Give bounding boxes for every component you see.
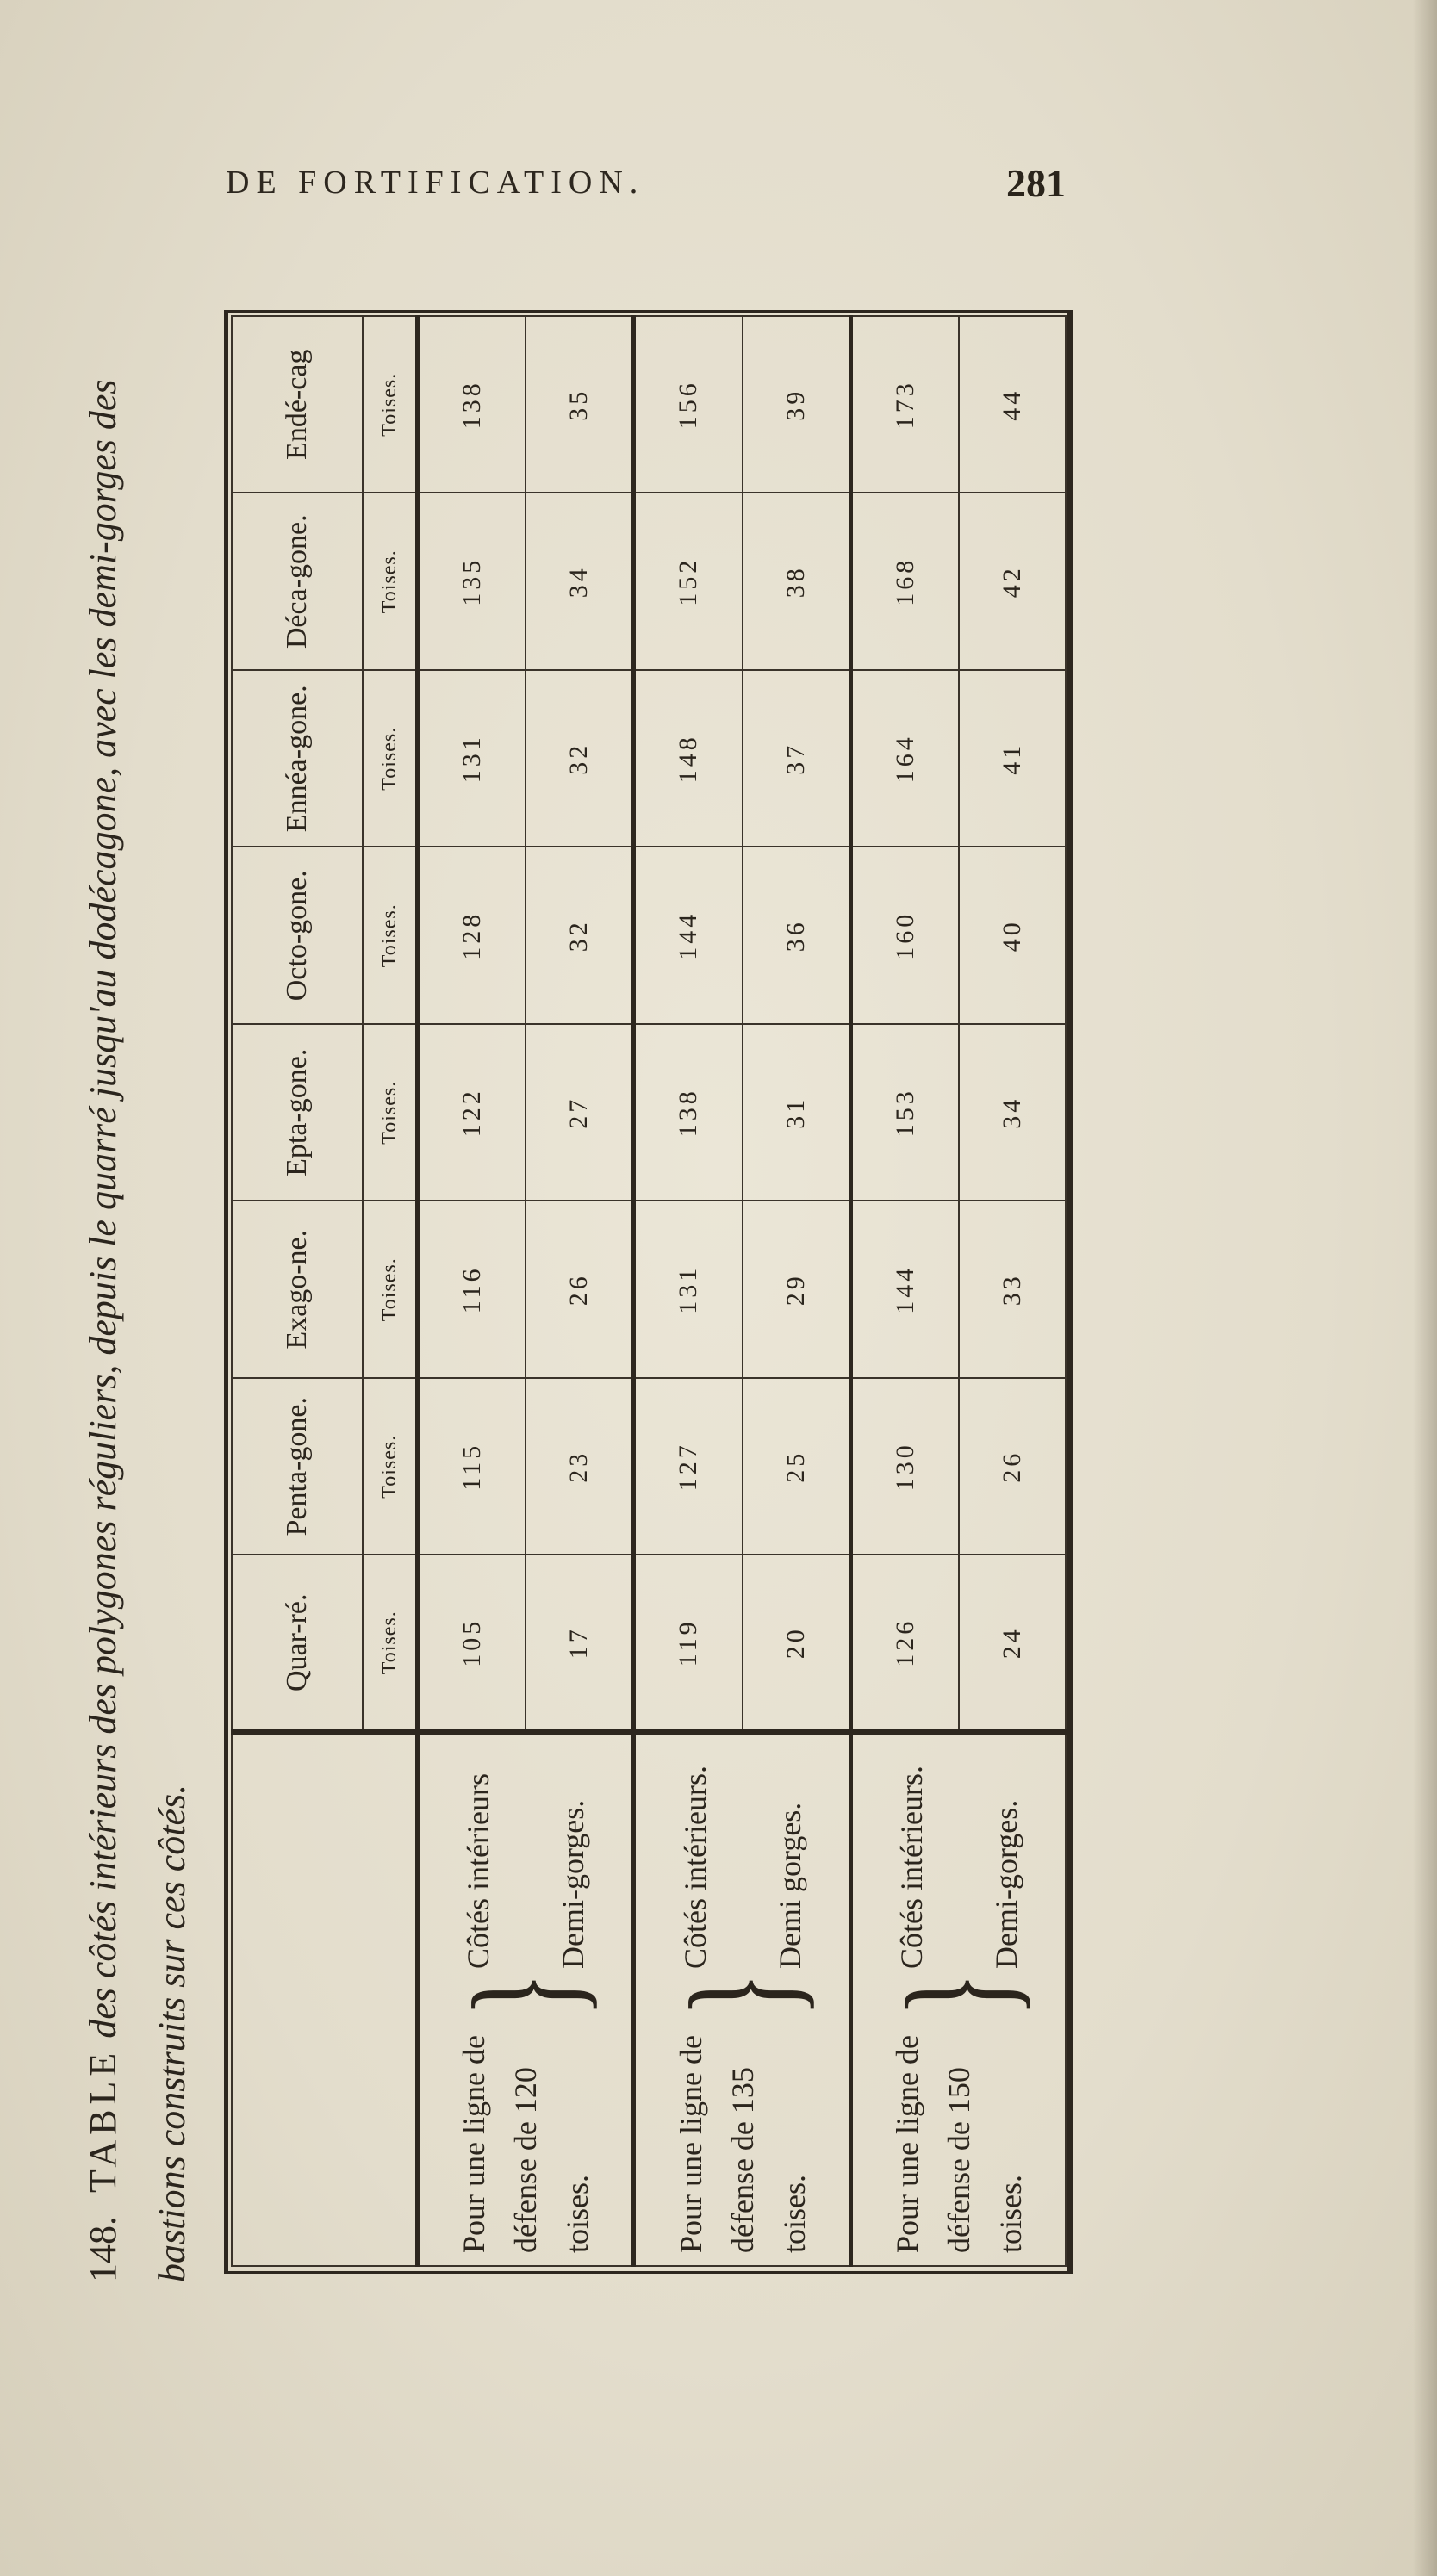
table-cell: 156 [634, 316, 743, 493]
col-header-quarre: Quar-ré. [232, 1555, 363, 1733]
kind-labels [864, 1754, 1054, 1969]
caption-label: TABLE [82, 2047, 124, 2193]
col-header-pentagone: Penta-gone. [232, 1378, 363, 1555]
unit-label: Toises. [363, 1378, 418, 1555]
table-cell: 152 [634, 493, 743, 671]
table-cell: 24 [959, 1555, 1066, 1733]
table-cell: 135 [418, 493, 526, 671]
table-cell: 17 [526, 1555, 634, 1733]
kind-labels [431, 1754, 620, 1969]
table-cell: 164 [850, 670, 959, 847]
table-cell: 144 [634, 847, 743, 1025]
table-cell: 119 [634, 1555, 743, 1733]
table-cell: 33 [959, 1201, 1066, 1379]
table-caption [69, 301, 207, 2282]
defense-line-label: Pour une ligne de défense de 150 toises. [889, 2035, 1028, 2253]
table-cell: 25 [743, 1378, 851, 1555]
row-label-header [232, 1732, 418, 2266]
table-cell: 38 [743, 493, 851, 671]
table-cell: 36 [743, 847, 851, 1025]
unit-label: Toises. [363, 1201, 418, 1379]
caption-number: 148. [82, 2216, 124, 2282]
defense-line-label: Pour une ligne de défense de 135 toises. [673, 2035, 812, 2253]
kind-label: Côtés intérieurs. [893, 1766, 929, 1969]
table-cell: 34 [959, 1024, 1066, 1201]
brace: } [441, 1971, 610, 2018]
kind-label: Demi-gorges. [988, 1799, 1023, 1969]
table-cell: 130 [850, 1378, 959, 1555]
table-cell: 116 [418, 1201, 526, 1379]
table-cell: 148 [634, 670, 743, 847]
table-cell: 131 [418, 670, 526, 847]
table-cell: 32 [526, 847, 634, 1025]
row-label-150 [850, 1732, 1066, 2266]
table-cell: 26 [526, 1201, 634, 1379]
unit-label: Toises. [363, 847, 418, 1025]
table-cell: 44 [959, 316, 1066, 493]
table-cell: 173 [850, 316, 959, 493]
table-cell: 126 [850, 1555, 959, 1733]
table-cell: 31 [743, 1024, 851, 1201]
table-cell: 168 [850, 493, 959, 671]
brace: } [657, 1971, 827, 2018]
table-row [850, 316, 959, 2266]
row-label-135 [634, 1732, 850, 2266]
unit-label: Toises. [363, 1555, 418, 1733]
kind-labels [648, 1754, 837, 1969]
table-cell: 20 [743, 1555, 851, 1733]
page-number: 281 [1006, 161, 1066, 205]
table-cell: 32 [526, 670, 634, 847]
unit-label: Toises. [363, 1024, 418, 1201]
running-head: DE FORTIFICATION. [226, 164, 645, 201]
unit-label: Toises. [363, 316, 418, 493]
table-cell: 127 [634, 1378, 743, 1555]
brace: } [874, 1971, 1043, 2018]
rotated-table-region [0, 224, 1266, 2463]
col-header-eptagone: Epta-gone. [232, 1024, 363, 1201]
col-header-endecagone: Endé-cag [232, 316, 363, 493]
column-header-row [232, 316, 363, 2266]
col-header-exagone: Exago-ne. [232, 1201, 363, 1379]
table-cell: 27 [526, 1024, 634, 1201]
table-cell: 122 [418, 1024, 526, 1201]
row-label-120 [418, 1732, 634, 2266]
kind-label: Côtés intérieurs [461, 1773, 496, 1969]
unit-label: Toises. [363, 493, 418, 671]
table-cell: 144 [850, 1201, 959, 1379]
table-row [634, 316, 743, 2266]
table-cell: 37 [743, 670, 851, 847]
kind-label: Demi-gorges. [556, 1799, 591, 1969]
page-edge-shadow [1413, 0, 1437, 2576]
table-cell: 35 [526, 316, 634, 493]
table-cell: 105 [418, 1555, 526, 1733]
col-header-decagone: Déca-gone. [232, 493, 363, 671]
table-cell: 115 [418, 1378, 526, 1555]
kind-label: Demi gorges. [772, 1802, 807, 1969]
table-row [418, 316, 526, 2266]
table-cell: 42 [959, 493, 1066, 671]
table-cell: 153 [850, 1024, 959, 1201]
defense-line-label: Pour une ligne de défense de 120 toises. [457, 2035, 595, 2253]
table-cell: 131 [634, 1201, 743, 1379]
table-cell: 26 [959, 1378, 1066, 1555]
table-cell: 160 [850, 847, 959, 1025]
table-cell: 34 [526, 493, 634, 671]
unit-label: Toises. [363, 670, 418, 847]
col-header-octogone: Octo-gone. [232, 847, 363, 1025]
table-cell: 23 [526, 1378, 634, 1555]
col-header-enneagone: Ennéa-gone. [232, 670, 363, 847]
polygon-table [231, 315, 1067, 2267]
kind-label: Côtés intérieurs. [677, 1766, 712, 1969]
table-cell: 29 [743, 1201, 851, 1379]
table-cell: 128 [418, 847, 526, 1025]
table-cell: 41 [959, 670, 1066, 847]
table-cell: 138 [418, 316, 526, 493]
table-cell: 39 [743, 316, 851, 493]
caption-text: des côtés intérieurs des polygones réguliers, depuis le quarré jusqu'au dodécagone, avec les demi-gorges des bastions construits sur ces côtés. [82, 379, 193, 2282]
table-cell: 40 [959, 847, 1066, 1025]
table-cell: 138 [634, 1024, 743, 1201]
